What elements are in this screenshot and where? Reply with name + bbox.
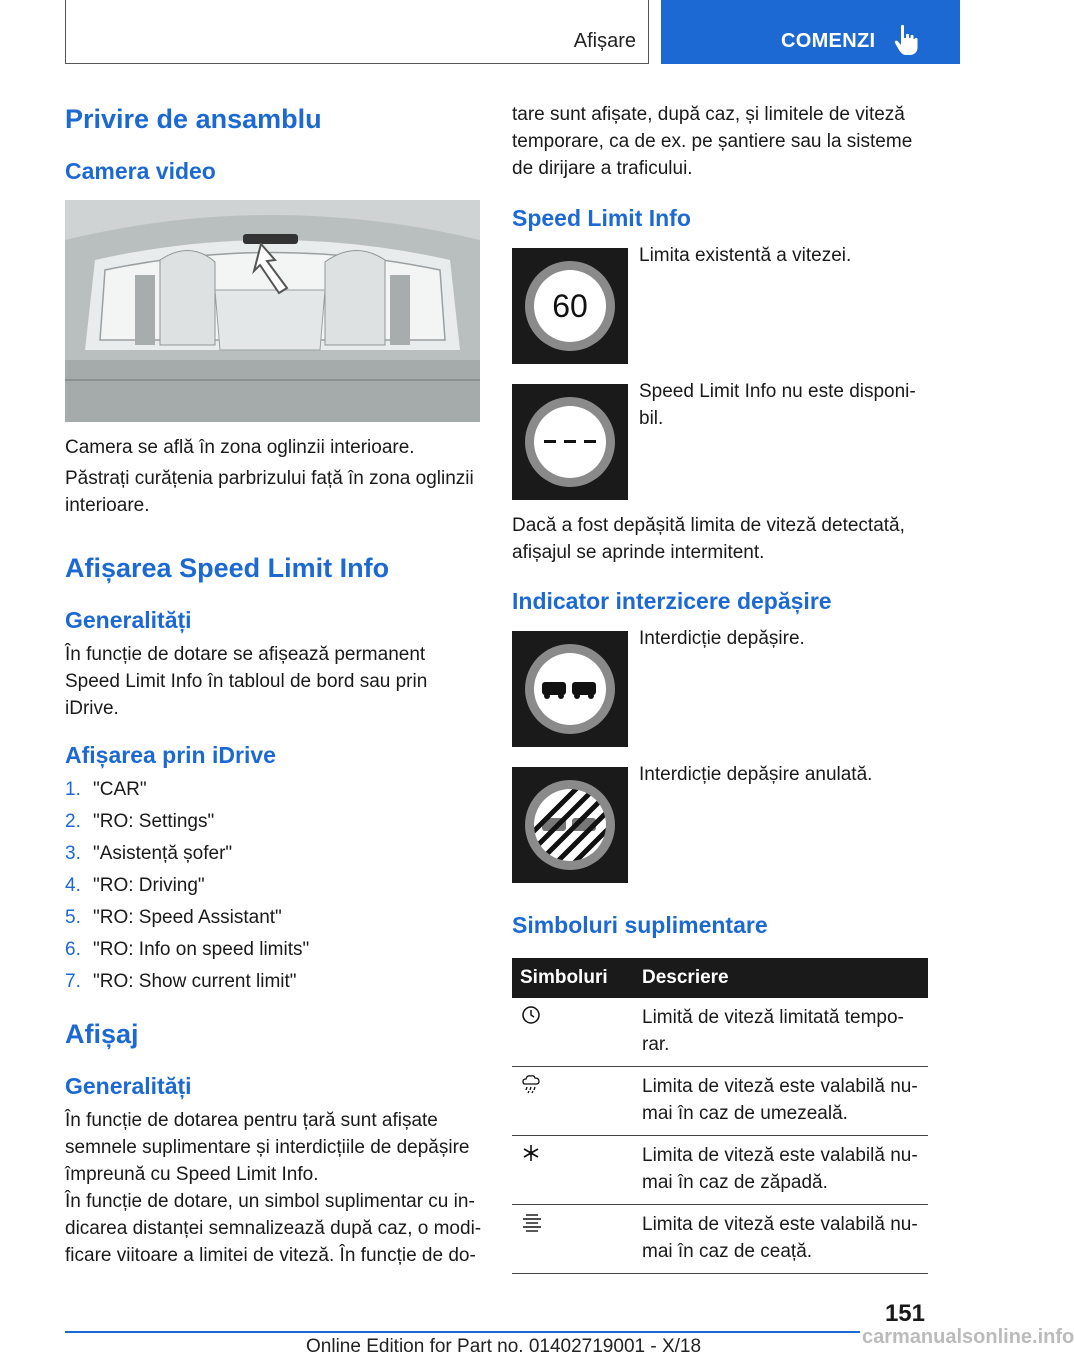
step-number: 2.: [65, 811, 81, 832]
header-section-title: Afișare: [573, 30, 636, 52]
end-no-overtaking-text: Interdicție depășire anulată.: [639, 764, 873, 785]
header-tab-comenzi[interactable]: [661, 0, 960, 64]
fog-icon: [520, 1211, 544, 1233]
step-text: "RO: Driving": [93, 875, 205, 896]
step-number: 5.: [65, 907, 81, 928]
heading-display-sli: Afișarea Speed Limit Info: [65, 553, 390, 583]
step-text: "RO: Speed Assistant": [93, 907, 282, 928]
header-section-box: [65, 0, 649, 64]
list-item: [65, 774, 309, 806]
exceeded-paragraph: Dacă a fost depășită limita de viteză detectată, afișajul se aprinde intermitent.: [512, 515, 905, 563]
header-symbols: Simboluri: [512, 958, 630, 998]
camera-paragraph-2: Păstrați curățenia parbrizului față în zona oglinzii interioare.: [65, 468, 474, 516]
step-text: "RO: Info on speed limits": [93, 939, 310, 960]
header-tab-label: COMENZI: [781, 30, 876, 52]
no-overtaking-text: Interdicție depășire.: [639, 628, 805, 649]
speed-limit-unavailable-text: Speed Limit Info nu este disponi-bil.: [639, 381, 916, 429]
car-interior-camera-image: [65, 200, 480, 422]
row-description: Limita de viteză este valabilă nu-mai în caz de umezeală.: [630, 1067, 928, 1136]
heading-symbols: Simboluri suplimentare: [512, 912, 768, 938]
list-item: [65, 870, 309, 902]
idrive-steps-list: [65, 774, 309, 998]
list-item: [65, 806, 309, 838]
clock-icon: [520, 1004, 542, 1026]
heading-afisaj: Afișaj: [65, 1019, 139, 1049]
speed-limit-value: 60: [552, 288, 588, 324]
edition-text: Online Edition for Part no. 01402719001 - X/18: [306, 1336, 702, 1357]
table-row: [512, 1067, 928, 1136]
step-number: 6.: [65, 939, 81, 960]
continued-paragraph: tare sunt afișate, după caz, și limitele de viteză temporare, ca de ex. pe șantiere sau la sisteme de dirijare a traficului.: [512, 104, 913, 179]
row-description: Limită de viteză limitată tempo-rar.: [630, 998, 928, 1067]
rain-icon: [520, 1073, 542, 1095]
heading-overtaking: Indicator interzicere depășire: [512, 588, 832, 614]
step-text: "RO: Show current limit": [93, 971, 297, 992]
speed-limit-60-text: Limita existentă a vitezei.: [639, 245, 852, 266]
heading-overview: Privire de ansamblu: [65, 104, 322, 134]
pointing-hand-icon: [893, 24, 923, 56]
table-row: [512, 1205, 928, 1274]
camera-paragraph-1: Camera se află în zona oglinzii interioare.: [65, 437, 415, 458]
snowflake-icon: [520, 1142, 542, 1164]
page-number: 151: [884, 1300, 925, 1327]
watermark: carmanualsonline.info: [862, 1326, 1074, 1348]
list-item: [65, 838, 309, 870]
step-number: 3.: [65, 843, 81, 864]
step-number: 1.: [65, 779, 81, 800]
heading-speed-limit-info: Speed Limit Info: [512, 205, 691, 231]
footer-divider: [65, 1331, 860, 1333]
end-no-overtaking-sign: [512, 767, 628, 883]
step-text: "CAR": [93, 779, 147, 800]
heading-general-1: Generalități: [65, 607, 192, 633]
heading-general-2: Generalități: [65, 1073, 192, 1099]
list-item: [65, 934, 309, 966]
list-item: [65, 902, 309, 934]
symbols-table: [512, 958, 928, 1274]
general-2-paragraph-1: În funcție de dotarea pentru țară sunt afișate semnele suplimentare și interdicțiile de depășire împreună cu Speed Limit Info.: [65, 1110, 470, 1185]
heading-idrive: Afișarea prin iDrive: [65, 742, 276, 768]
row-description: Limita de viteză este valabilă nu-mai în caz de zăpadă.: [630, 1136, 928, 1205]
step-text: "RO: Settings": [93, 811, 215, 832]
heading-camera: Camera video: [65, 158, 216, 184]
table-row: [512, 1136, 928, 1205]
step-number: 7.: [65, 971, 81, 992]
step-number: 4.: [65, 875, 81, 896]
header-description: Descriere: [630, 958, 928, 998]
table-row: [512, 998, 928, 1067]
row-description: Limita de viteză este valabilă nu-mai în caz de ceață.: [630, 1205, 928, 1274]
no-overtaking-sign: [512, 631, 628, 747]
speed-limit-60-sign: [512, 248, 628, 364]
general-2-paragraph-2: În funcție de dotare, un simbol suplimentar cu in-dicarea distanței semnalizează după caz, o modi-ficare viitoare a limitei de viteză. În funcție de do-: [65, 1191, 482, 1266]
list-item: [65, 966, 309, 998]
general-1-paragraph: În funcție de dotare se afișează permanent Speed Limit Info în tabloul de bord sau prin iDrive.: [65, 644, 428, 719]
step-text: "Asistență șofer": [93, 843, 233, 864]
speed-limit-unavailable-sign: [512, 384, 628, 500]
table-header-row: [512, 958, 928, 998]
